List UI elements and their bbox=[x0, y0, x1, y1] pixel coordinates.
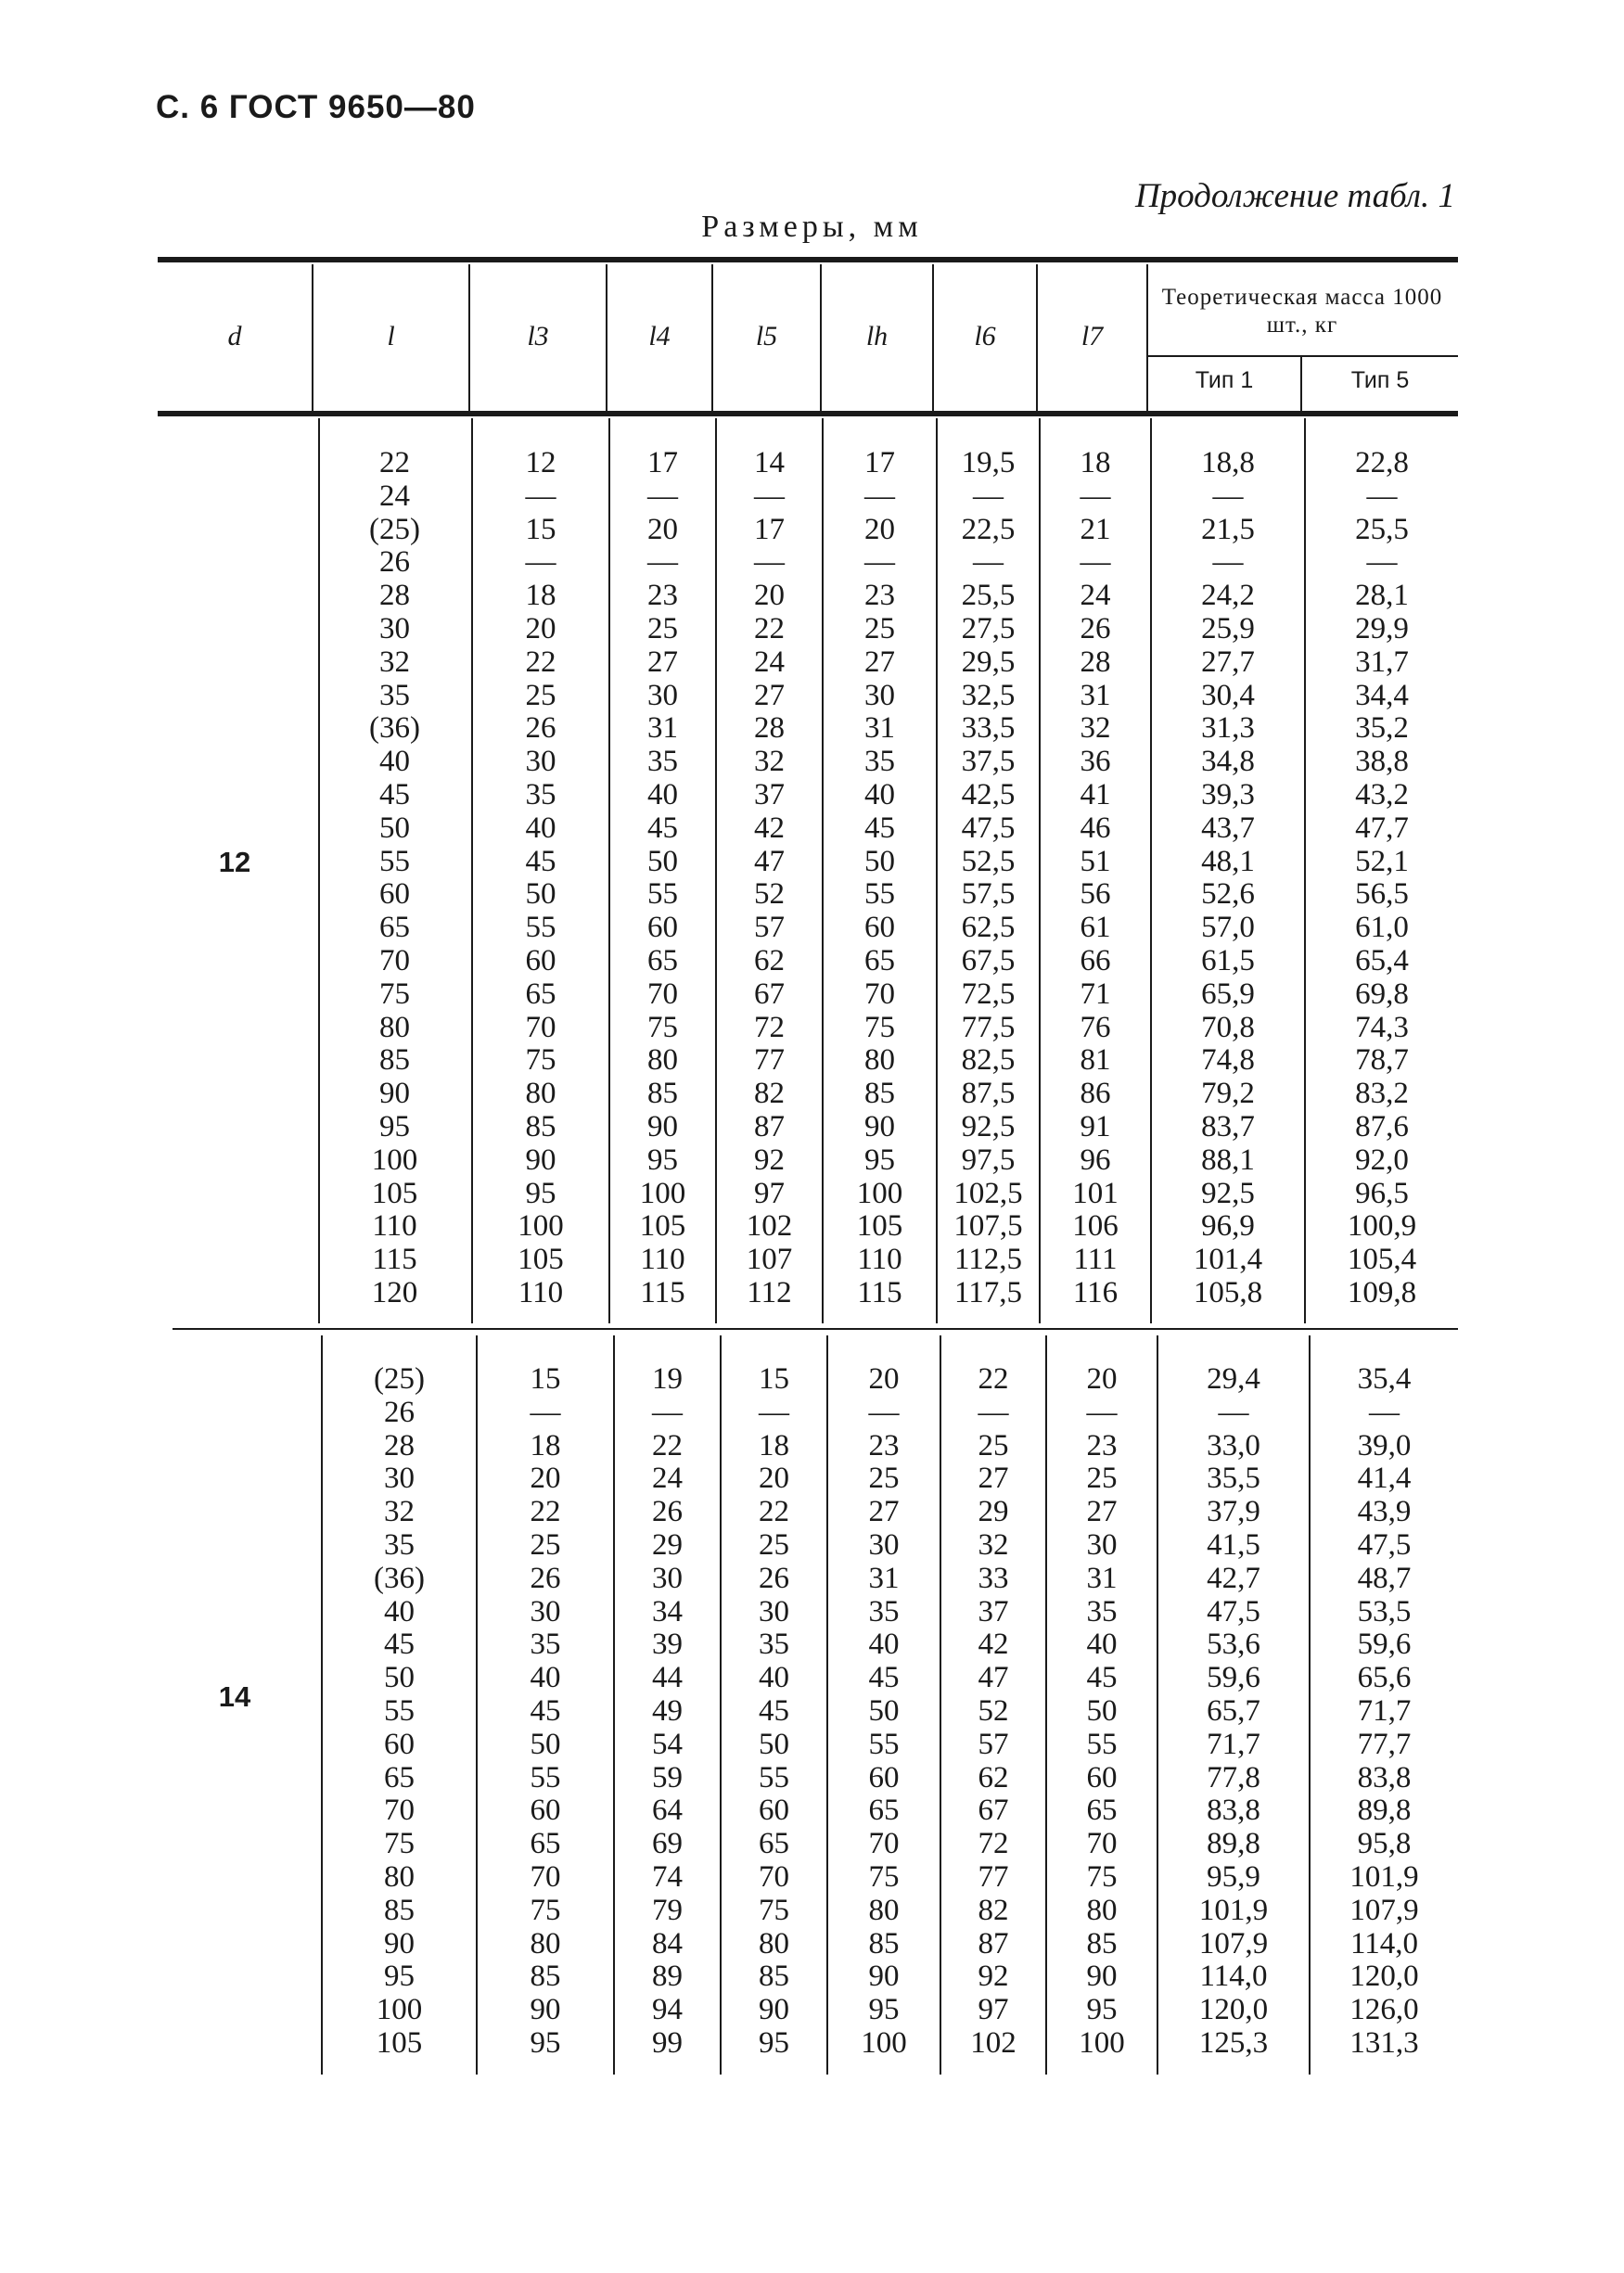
header-type-5: Тип 5 bbox=[1350, 367, 1410, 393]
table-continuation-label: Продолжение табл. 1 bbox=[1134, 177, 1455, 215]
col-l4-d14: 19 — 22 24 26 29 30 34 39 44 49 54 59 64 69 74 79 84 89 94 99 bbox=[652, 1362, 683, 2060]
d-value-14: 14 bbox=[218, 1680, 251, 1713]
header-l7: l7 bbox=[1081, 321, 1104, 351]
col-mass-type1-d12: 18,8 — 21,5 — 24,2 25,9 27,7 30,4 31,3 34,8 39,3 43,7 48,1 52,6 57,0 61,5 65,9 70,8 74,8 79,2 83,7 88,1 92,5 96,9 101,4 105,8 bbox=[1193, 446, 1263, 1309]
col-l5-d12: 14 — 17 — 20 22 24 27 28 32 37 42 47 52 57 62 67 72 77 82 87 92 97 102 107 112 bbox=[746, 446, 793, 1309]
mass-subheader-rule bbox=[1146, 355, 1458, 357]
col-mass-type1-d14: 29,4 — 33,0 35,5 37,9 41,5 42,7 47,5 53,6 59,6 65,7 71,7 77,8 83,8 89,8 95,9 101,9 107,9 114,0 120,0 125,3 bbox=[1198, 1362, 1269, 2060]
col-l3-d14: 15 — 18 20 22 25 26 30 35 40 45 50 55 60 65 70 75 80 85 90 95 bbox=[530, 1362, 561, 2060]
header-l4: l4 bbox=[648, 321, 671, 351]
header-d: d bbox=[227, 321, 242, 351]
col-l-d14: (25) 26 28 30 32 35 (36) 40 45 50 55 60 65 70 75 80 85 90 95 100 105 bbox=[374, 1362, 425, 2060]
col-mass-type5-d12: 22,8 — 25,5 — 28,1 29,9 31,7 34,4 35,2 38,8 43,2 47,7 52,1 56,5 61,0 65,4 69,8 74,3 78,7 83,2 87,6 92,0 96,5 100,9 105,4 109,8 bbox=[1347, 446, 1417, 1309]
header-l6: l6 bbox=[974, 321, 996, 351]
table-top-rule bbox=[158, 257, 1458, 262]
col-lh-d12: 17 — 20 — 23 25 27 30 31 35 40 45 50 55 60 65 70 75 80 85 90 95 100 105 110 115 bbox=[856, 446, 903, 1309]
col-l3-d12: 12 — 15 — 18 20 22 25 26 30 35 40 45 50 55 60 65 70 75 80 85 90 95 100 105 110 bbox=[518, 446, 564, 1309]
page-header: С. 6 ГОСТ 9650—80 bbox=[156, 89, 476, 125]
col-l4-d12: 17 — 20 — 23 25 27 30 31 35 40 45 50 55 60 65 70 75 80 85 90 95 100 105 110 115 bbox=[639, 446, 686, 1309]
header-lh: lh bbox=[865, 321, 889, 351]
col-l-d12: 22 24 (25) 26 28 30 32 35 (36) 40 45 50 55 60 65 70 75 80 85 90 95 100 105 110 115 120 bbox=[369, 446, 420, 1309]
header-l3 bbox=[470, 264, 606, 409]
col-l5-d14: 15 — 18 20 22 25 26 30 35 40 45 50 55 60 65 70 75 80 85 90 95 bbox=[759, 1362, 789, 2060]
col-l6-d14: 22 — 25 27 29 32 33 37 42 47 52 57 62 67 72 77 82 87 92 97 102 bbox=[970, 1362, 1017, 2060]
header-type-1: Тип 1 bbox=[1195, 367, 1254, 393]
units-caption: Размеры, мм bbox=[701, 210, 923, 244]
header-l: l bbox=[387, 321, 395, 351]
col-mass-type5-d14: 35,4 — 39,0 41,4 43,9 47,5 48,7 53,5 59,6 65,6 71,7 77,7 83,8 89,8 95,8 101,9 107,9 114,0 120,0 126,0 131,3 bbox=[1349, 1362, 1419, 2060]
header-l5: l5 bbox=[755, 321, 778, 351]
d-value-12: 12 bbox=[218, 846, 251, 878]
group-separator-rule bbox=[173, 1328, 1458, 1330]
header-l3-text: l3 bbox=[527, 321, 549, 351]
header-bottom-rule bbox=[158, 411, 1458, 416]
col-l7-d12: 18 — 21 — 24 26 28 31 32 36 41 46 51 56 61 66 71 76 81 86 91 96 101 106 111 116 bbox=[1072, 446, 1119, 1309]
col-l7-d14: 20 — 23 25 27 30 31 35 40 45 50 55 60 65 70 75 80 85 90 95 100 bbox=[1079, 1362, 1125, 2060]
header-theoretical-mass: Теоретическая масса 1000 шт., кг bbox=[1161, 285, 1443, 338]
col-l6-d12: 19,5 — 22,5 — 25,5 27,5 29,5 32,5 33,5 37,5 42,5 47,5 52,5 57,5 62,5 67,5 72,5 77,5 82,5 87,5 92,5 97,5 102,5 107,5 112,5 117,5 bbox=[953, 446, 1023, 1309]
col-lh-d14: 20 — 23 25 27 30 31 35 40 45 50 55 60 65 70 75 80 85 90 95 100 bbox=[861, 1362, 907, 2060]
